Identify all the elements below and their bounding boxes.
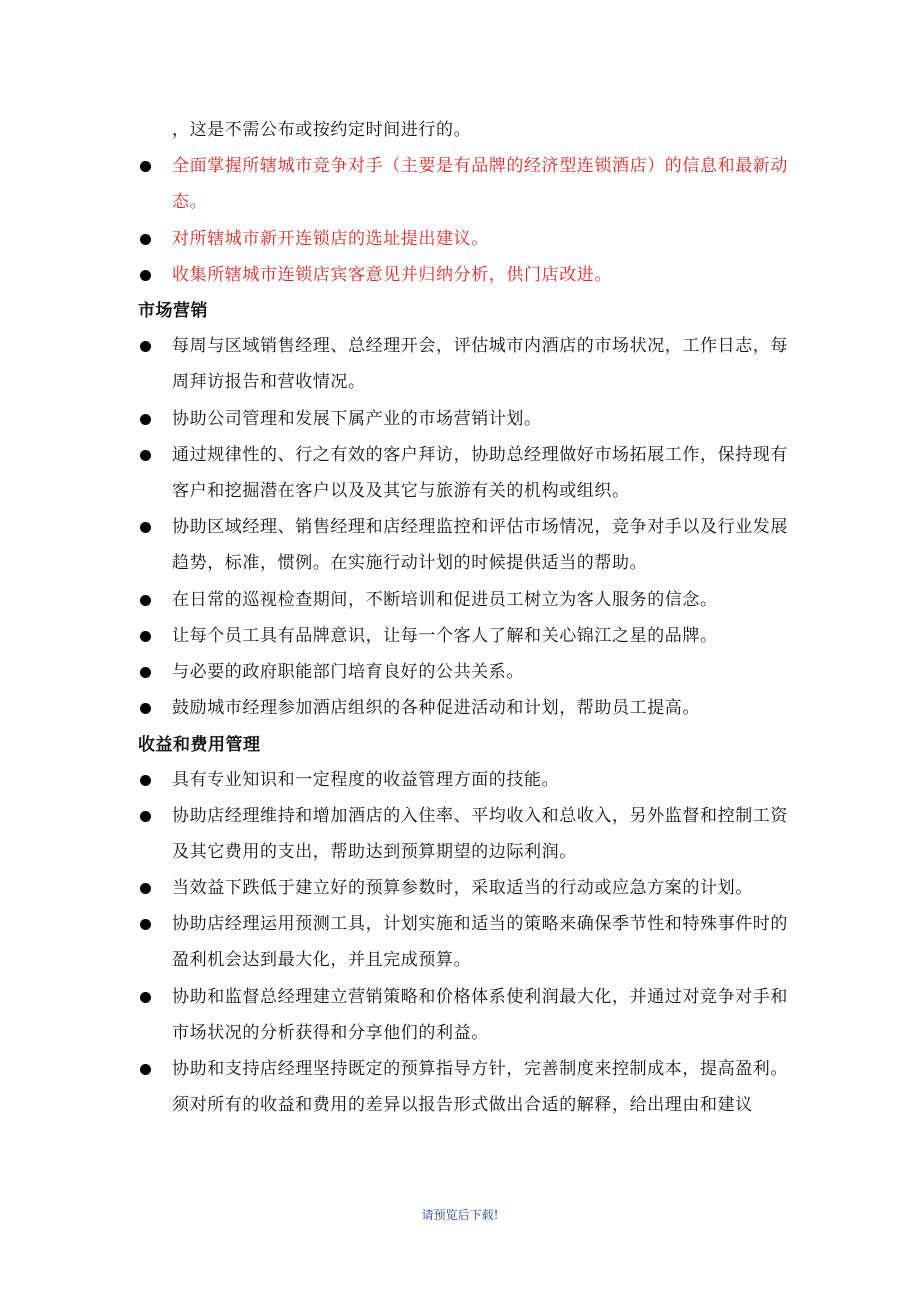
list-item: 全面掌握所辖城市竞争对手（主要是有品牌的经济型连锁酒店）的信息和最新动态。 bbox=[138, 148, 788, 220]
bullet-icon bbox=[140, 883, 151, 894]
bullet-icon bbox=[140, 631, 151, 642]
download-notice: 请预览后下载! bbox=[421, 1208, 499, 1222]
list-item: 让每个员工具有品牌意识，让每一个客人了解和关心锦江之星的品牌。 bbox=[138, 618, 788, 654]
list-item: 通过规律性的、行之有效的客户拜访，协助总经理做好市场拓展工作，保持现有客户和挖掘潜在客户以及及其它与旅游有关的机构或组织。 bbox=[138, 437, 788, 509]
bullet-icon bbox=[140, 270, 151, 281]
bullet-icon bbox=[140, 161, 151, 172]
list-item: 鼓励城市经理参加酒店组织的各种促进活动和计划，帮助员工提高。 bbox=[138, 690, 788, 726]
bullet-icon bbox=[140, 341, 151, 352]
section-heading-marketing: 市场营销 bbox=[138, 301, 208, 321]
list-item: 协助店经理运用预测工具，计划实施和适当的策略来确保季节性和特殊事件时的盈利机会达到最大化，并且完成预算。 bbox=[138, 906, 788, 978]
bullet-icon bbox=[140, 522, 151, 533]
bullet-icon bbox=[140, 1064, 151, 1075]
list-item: 具有专业知识和一定程度的收益管理方面的技能。 bbox=[138, 762, 788, 798]
bullet-icon bbox=[140, 811, 151, 822]
list-item: 对所辖城市新开连锁店的选址提出建议。 bbox=[138, 221, 788, 257]
bullet-icon bbox=[140, 703, 151, 714]
list-item: 当效益下跌低于建立好的预算参数时，采取适当的行动或应急方案的计划。 bbox=[138, 870, 788, 906]
section-heading-revenue: 收益和费用管理 bbox=[138, 735, 261, 755]
list-item: 协助区域经理、销售经理和店经理监控和评估市场情况，竞争对手以及行业发展趋势，标准，惯例。在实施行动计划的时候提供适当的帮助。 bbox=[138, 509, 788, 581]
bullet-icon bbox=[140, 992, 151, 1003]
bullet-icon bbox=[140, 667, 151, 678]
bullet-icon bbox=[140, 775, 151, 786]
list-item: 每周与区域销售经理、总经理开会，评估城市内酒店的市场状况，工作日志，每周拜访报告和营收情况。 bbox=[138, 328, 788, 400]
list-item: 在日常的巡视检查期间，不断培训和促进员工树立为客人服务的信念。 bbox=[138, 582, 788, 618]
list-item: 协助和支持店经理坚持既定的预算指导方针，完善制度来控制成本，提高盈利。须对所有的收益和费用的差异以报告形式做出合适的解释，给出理由和建议 bbox=[138, 1051, 788, 1123]
bullet-icon bbox=[140, 919, 151, 930]
list-item: 收集所辖城市连锁店宾客意见并归纳分析，供门店改进。 bbox=[138, 257, 788, 293]
list-item: 与必要的政府职能部门培育良好的公共关系。 bbox=[138, 654, 788, 690]
list-item: 协助店经理维持和增加酒店的入住率、平均收入和总收入，另外监督和控制工资及其它费用的支出，帮助达到预算期望的边际利润。 bbox=[138, 798, 788, 870]
bullet-icon bbox=[140, 414, 151, 425]
bullet-icon bbox=[140, 595, 151, 606]
continuation-text: ，这是不需公布或按约定时间进行的。 bbox=[172, 120, 472, 140]
bullet-icon bbox=[140, 234, 151, 245]
list-item: 协助公司管理和发展下属产业的市场营销计划。 bbox=[138, 401, 788, 437]
bullet-icon bbox=[140, 450, 151, 461]
list-item: 协助和监督总经理建立营销策略和价格体系使利润最大化，并通过对竞争对手和市场状况的分析获得和分享他们的利益。 bbox=[138, 979, 788, 1051]
